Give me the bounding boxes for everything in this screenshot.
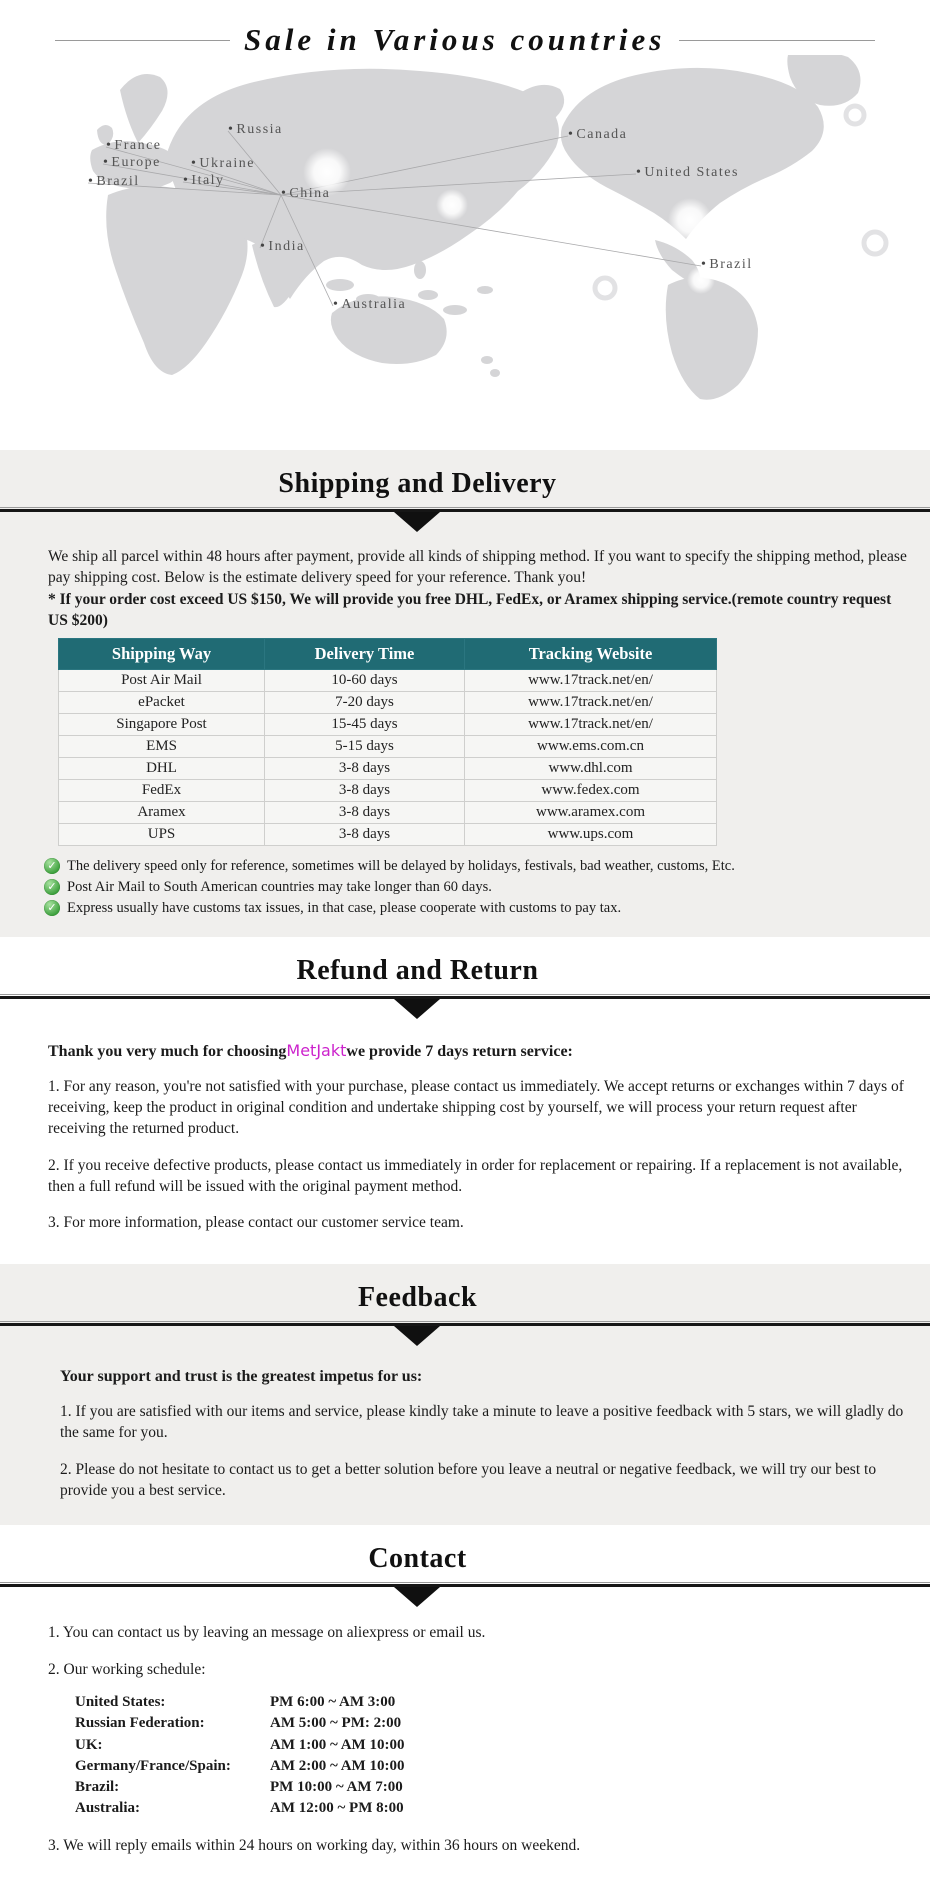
shipping-intro [48,546,908,632]
map-point-icon: • [88,174,95,189]
refund-section [0,937,930,1264]
table-cell: 10-60 days [265,669,465,691]
schedule-row [75,1692,930,1713]
map-label-russia: • Russia [228,122,283,137]
map-label-australia: • Australia [333,297,407,312]
section-title-refund: Refund and Return [296,954,539,986]
section-divider [0,1584,930,1587]
table-cell: www.ems.com.cn [465,735,717,757]
table-cell: Singapore Post [59,713,265,735]
contact-section [0,1525,930,1882]
map-label-canada: • Canada [568,127,628,142]
map-label-united-states: • United States [636,165,739,180]
schedule-region: Germany/France/Spain: [75,1757,231,1774]
schedule-region: United States: [75,1694,166,1710]
map-point-icon: • [636,165,643,180]
schedule-region: Russian Federation: [75,1715,205,1732]
map-label-ukraine: • Ukraine [191,156,255,171]
shipping-table-header-row [59,638,717,669]
refund-paragraphs [0,1076,930,1234]
schedule-hours: PM 6:00 ~ AM 3:00 [270,1694,396,1710]
map-point-icon: • [568,127,575,142]
working-schedule [75,1692,930,1820]
section-title-contact: Contact [368,1543,467,1575]
shipping-free-offer-text: * If your order cost exceed US $150, We will provide you free DHL, FedEx, or Aramex shipping service.(remote country request US $200) [48,590,892,630]
map-point-icon: • [281,186,288,201]
map-point-icon: • [260,239,267,254]
map-point-icon: • [228,122,235,137]
table-cell: www.aramex.com [465,801,717,823]
feedback-intro: Your support and trust is the greatest impetus for us: [60,1367,423,1385]
continents [90,55,860,400]
shipping-note-text: Post Air Mail to South American countries may take longer than 60 days. [67,878,492,895]
shipping-header [0,450,930,532]
contact-item-2: 2. Our working schedule: [48,1660,206,1678]
map-point-icon: • [106,138,113,153]
table-cell: 3-8 days [265,779,465,801]
triangle-pointer-icon [394,1326,440,1346]
table-cell: 15-45 days [265,713,465,735]
table-cell: 3-8 days [265,757,465,779]
map-label-brazil: • Brazil [88,174,140,189]
map-point-icon: • [183,173,190,188]
map-label-europe: • Europe [103,155,161,170]
refund-paragraph: 3. For more information, please contact our customer service team. [48,1214,464,1232]
table-row [59,823,717,845]
schedule-region: UK: [75,1736,103,1753]
section-title-feedback: Feedback [357,1281,478,1313]
divider-line-left [55,40,230,41]
hero-title-row [0,0,930,58]
shipping-note-text: The delivery speed only for reference, sometimes will be delayed by holidays, festivals, bad weather, customs, Etc. [67,857,735,874]
section-divider [0,509,930,512]
table-cell: www.fedex.com [465,779,717,801]
table-header-cell: Tracking Website [465,638,717,669]
table-cell: 7-20 days [265,691,465,713]
map-label-italy: • Italy [183,173,225,188]
table-cell: www.17track.net/en/ [465,691,717,713]
schedule-row [75,1777,930,1798]
schedule-row [75,1798,930,1819]
table-cell: Aramex [59,801,265,823]
refund-header [0,937,930,1019]
world-map-graphic [0,55,930,445]
check-icon: ✓ [44,858,60,874]
table-cell: 3-8 days [265,823,465,845]
shipping-note [44,858,930,875]
feedback-paragraphs [0,1401,930,1502]
map-label-china: • China [281,186,331,201]
table-cell: Post Air Mail [59,669,265,691]
table-row [59,691,717,713]
check-icon: ✓ [44,900,60,916]
refund-intro [48,1041,908,1061]
map-point-icon: • [103,155,110,170]
refund-paragraph: 1. For any reason, you're not satisfied with your purchase, please contact us immediately. We accept returns or exchanges within 7 days of receiving, keep the product in original condition and undertake shipping cost by yourself, we will process your return request after receiving the returned product. [48,1077,904,1138]
contact-item-3: 3. We will reply emails within 24 hours on working day, within 36 hours on weekend. [48,1836,581,1854]
map-point-icon: • [701,257,708,272]
brand-name: MetJakt [286,1040,347,1060]
table-cell: FedEx [59,779,265,801]
table-cell: ePacket [59,691,265,713]
schedule-row [75,1713,930,1734]
map-point-icon: • [333,297,340,312]
section-divider [0,1323,930,1326]
shipping-intro-text: We ship all parcel within 48 hours after payment, provide all kinds of shipping method. If you want to specify the shipping method, please pay shipping cost. Below is the estimate delivery speed for your reference. Thank you! [48,548,907,587]
schedule-region: Australia: [75,1800,140,1817]
section-title-shipping: Shipping and Delivery [278,468,557,499]
table-cell: UPS [59,823,265,845]
shipping-notes [0,858,930,937]
section-divider [0,996,930,999]
page-title: Sale in Various countries [244,22,666,57]
schedule-row [75,1735,930,1756]
schedule-hours: AM 5:00 ~ PM: 2:00 [270,1715,402,1732]
refund-intro-prefix: Thank you very much for choosing [48,1042,287,1060]
refund-intro-suffix: we provide 7 days return service: [346,1042,573,1060]
refund-paragraph: 2. If you receive defective products, please contact us immediately in order for replacement or repairing. If a replacement is not available, then a full refund will be issued with the original payment method. [48,1156,903,1195]
shipping-note [44,900,930,917]
sale-countries-section [0,0,930,450]
shipping-table [58,638,717,846]
table-header-cell: Shipping Way [59,638,265,669]
schedule-region: Brazil: [75,1779,120,1796]
contact-header [0,1525,930,1607]
map-label-brazil: • Brazil [701,257,753,272]
feedback-paragraph: 2. Please do not hesitate to contact us to get a better solution before you leave a neutral or negative feedback, we will try our best to provide you a best service. [60,1460,877,1499]
contact-item-1: 1. You can contact us by leaving an message on aliexpress or email us. [48,1624,486,1642]
feedback-header [0,1264,930,1346]
triangle-pointer-icon [394,999,440,1019]
table-cell: EMS [59,735,265,757]
feedback-section [0,1264,930,1526]
schedule-hours: AM 1:00 ~ AM 10:00 [270,1736,405,1753]
table-row [59,669,717,691]
table-row [59,735,717,757]
schedule-hours: AM 12:00 ~ PM 8:00 [270,1800,404,1817]
table-row [59,757,717,779]
table-header-cell: Delivery Time [265,638,465,669]
table-cell: 3-8 days [265,801,465,823]
table-row [59,801,717,823]
shipping-note [44,879,930,896]
map-label-india: • India [260,239,305,254]
triangle-pointer-icon [394,512,440,532]
map-label-france: • France [106,138,162,153]
triangle-pointer-icon [394,1587,440,1607]
feedback-paragraph: 1. If you are satisfied with our items and service, please kindly take a minute to leave a positive feedback with 5 stars, we will gladly do the same for you. [60,1402,904,1442]
table-row [59,713,717,735]
table-cell: www.17track.net/en/ [465,713,717,735]
table-cell: www.dhl.com [465,757,717,779]
check-icon: ✓ [44,879,60,895]
table-cell: www.ups.com [465,823,717,845]
schedule-hours: AM 2:00 ~ AM 10:00 [270,1757,405,1774]
divider-line-right [679,40,875,41]
table-row [59,779,717,801]
shipping-section [0,450,930,937]
table-cell: DHL [59,757,265,779]
schedule-row [75,1756,930,1777]
table-cell: 5-15 days [265,735,465,757]
table-cell: www.17track.net/en/ [465,669,717,691]
shipping-note-text: Express usually have customs tax issues, in that case, please cooperate with customs to pay tax. [67,899,622,916]
schedule-hours: PM 10:00 ~ AM 7:00 [270,1779,403,1796]
map-point-icon: • [191,156,198,171]
